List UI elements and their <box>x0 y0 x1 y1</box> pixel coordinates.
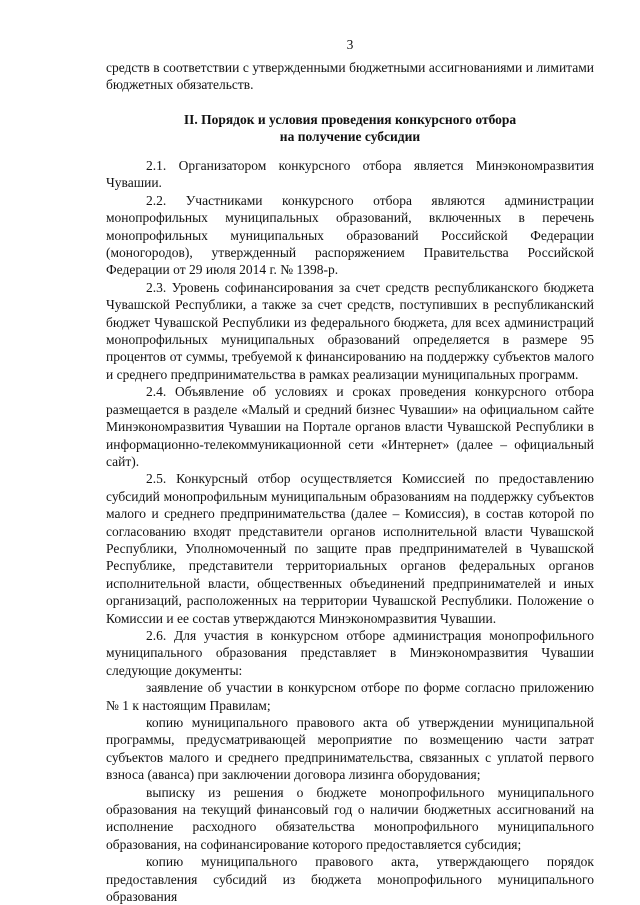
paragraph-2-1: 2.1. Организатором конкурсного отбора является Минэкономразвития Чувашии. <box>106 158 594 191</box>
document-item-application: заявление об участии в конкурсном отборе по форме согласно приложению № 1 к настоящим Правилам; <box>106 680 594 713</box>
section-heading-line-1: II. Порядок и условия проведения конкурсного отбора <box>183 112 517 127</box>
document-item-subsidy-procedure: копию муниципального правового акта, утверждающего порядок предоставления субсидий из бюджета монопрофильного муниципального образования <box>106 854 594 905</box>
page-number: 3 <box>346 37 354 52</box>
section-body <box>106 157 594 905</box>
document-item-program-act: копию муниципального правового акта об утверждении муниципальной программы, предусматривающей мероприятие по возмещению части затрат субъектов малого и среднего предпринимательства, связанных с уплатой первого взноса (аванса) при заключении договора лизинга оборудования; <box>106 715 594 783</box>
paragraph-2-2: 2.2. Участниками конкурсного отбора являются администрации монопрофильных муниципальных образований, включенных в перечень монопрофильных муниципальных образований Российской Федерации (моногородов), утвержденный распоряжением Правительства Российской Федерации от 29 июля 2014 г. № 1398-р. <box>106 192 594 278</box>
paragraph-2-3: 2.3. Уровень софинансирования за счет средств республиканского бюджета Чувашской Республики, а также за счет средств, поступивших в республиканский бюджет Чувашской Республики из федерального бюджета, для всех администраций монопрофильных муниципальных образований определяется в размере 95 процентов от суммы, требуемой к финансированию на поддержку субъектов малого и среднего предпринимательства в рамках реализации муниципальных программ. <box>106 279 594 382</box>
paragraph-2-4: 2.4. Объявление об условиях и сроках проведения конкурсного отбора размещается в разделе «Малый и средний бизнес Чувашии» на официальном сайте Минэкономразвития Чувашии на Портале органов власти Чувашской Республики в информационно-телекоммуникационной сети «Интернет» (далее – официальный сайт). <box>106 384 594 469</box>
document-item-budget-extract: выписку из решения о бюджете монопрофильного муниципального образования на текущий финансовый год о наличии бюджетных ассигнований на исполнение расходного обязательства монопрофильного муниципального образования, на софинансирование которого предоставляется субсидия; <box>106 784 594 852</box>
section-heading-line-2: на получение субсидии <box>279 129 421 144</box>
section-heading <box>106 111 594 145</box>
continuation-text: средств в соответствии с утвержденными бюджетными ассигнованиями и лимитами бюджетных обязательств. <box>106 60 594 93</box>
paragraph-2-5: 2.5. Конкурсный отбор осуществляется Комиссией по предоставлению субсидий монопрофильным муниципальным образованиям на поддержку субъектов малого и среднего предпринимательства (далее – Комиссия), в состав которой по согласованию входят представители органов исполнительной власти Чувашской Республики, Уполномоченный по защите прав предпринимателей в Чувашской Республике, представители территориальных органов федеральных органов исполнительной власти, общественных объединений предпринимателей и иных организаций, расположенных на территории Чувашской Республики. Положение о Комиссии и ее состав утверждаются Минэкономразвития Чувашии. <box>106 471 594 626</box>
paragraph-2-6: 2.6. Для участия в конкурсном отборе администрация монопрофильного муниципального образования представляет в Минэкономразвития Чувашии следующие документы: <box>106 627 594 678</box>
